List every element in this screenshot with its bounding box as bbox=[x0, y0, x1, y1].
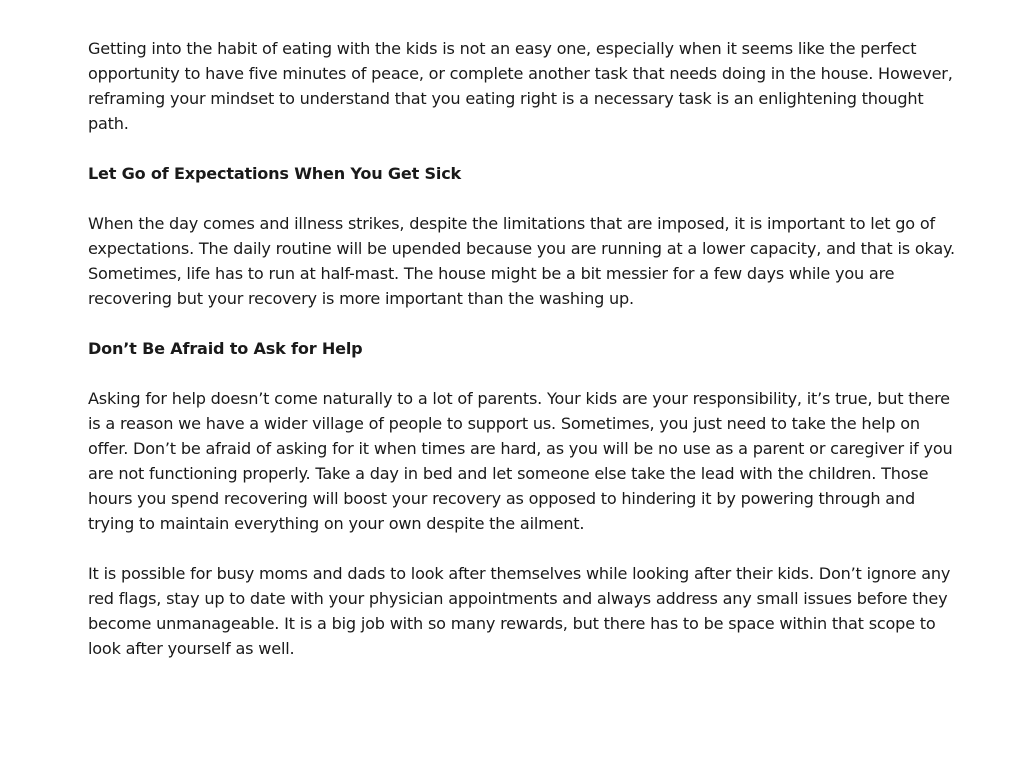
article-paragraph: It is possible for busy moms and dads to look after themselves while looking after their kids. Don’t ignore any red flags, stay up to date with your physician appointments and always address any small issues before they become unmanageable. It is a big job with so many rewards, but there has to be space within that scope to look after yourself as well. bbox=[88, 564, 951, 658]
article-paragraph: Getting into the habit of eating with the kids is not an easy one, especially when it seems like the perfect opportunity to have five minutes of peace, or complete another task that needs doing in the house. However, reframing your mindset to understand that you eating right is a necessary task is an enlightening thought path. bbox=[88, 39, 953, 133]
section-heading: Let Go of Expectations When You Get Sick bbox=[88, 164, 462, 183]
section-heading: Don’t Be Afraid to Ask for Help bbox=[88, 339, 363, 358]
article-paragraph: Asking for help doesn’t come naturally to a lot of parents. Your kids are your responsibility, it’s true, but there is a reason we have a wider village of people to support us. Sometimes, you just need to take the help on offer. Don’t be afraid of asking for it when times are hard, as you will be no use as a parent or caregiver if you are not functioning properly. Take a day in bed and let someone else take the lead with the children. Those hours you spend recovering will boost your recovery as opposed to hindering it by powering through and trying to maintain everything on your own despite the ailment. bbox=[88, 389, 953, 533]
article-paragraph: When the day comes and illness strikes, despite the limitations that are imposed, it is important to let go of expectations. The daily routine will be upended because you are running at a lower capacity, and that is okay. Sometimes, life has to run at half-mast. The house might be a bit messier for a few days while you are recovering but your recovery is more important than the washing up. bbox=[88, 214, 955, 308]
article-body bbox=[88, 36, 958, 686]
